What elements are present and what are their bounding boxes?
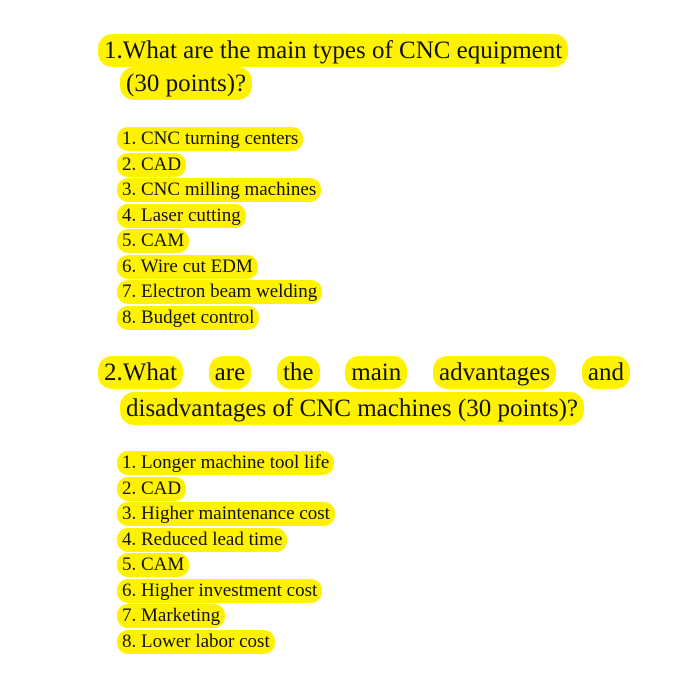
question-1-text-line-1: 1.What are the main types of CNC equipment	[98, 34, 568, 67]
option-item	[117, 126, 322, 152]
option-item	[117, 578, 335, 604]
option-item	[117, 228, 322, 254]
option-text: 3. CNC milling machines	[117, 178, 321, 202]
question-1	[98, 34, 568, 100]
question-2-word: advantages	[433, 356, 556, 389]
option-text: 1. CNC turning centers	[117, 127, 303, 151]
question-2-word: 2.What	[98, 356, 183, 389]
option-item	[117, 279, 322, 305]
option-text: 7. Marketing	[117, 604, 225, 628]
option-item	[117, 305, 322, 331]
option-item	[117, 476, 335, 502]
question-2-word: main	[345, 356, 407, 389]
option-text: 8. Lower labor cost	[117, 630, 275, 654]
option-text: 1. Longer machine tool life	[117, 451, 334, 475]
question-2-word: are	[209, 356, 252, 389]
question-2-word: and	[582, 356, 630, 389]
question-1-line-2	[98, 67, 568, 100]
option-item	[117, 501, 335, 527]
option-text: 2. CAD	[117, 153, 186, 177]
option-text: 7. Electron beam welding	[117, 280, 322, 304]
option-item	[117, 203, 322, 229]
option-item	[117, 552, 335, 578]
question-2-line-1	[98, 356, 630, 389]
option-item	[117, 254, 322, 280]
option-item	[117, 450, 335, 476]
option-text: 5. CAM	[117, 553, 189, 577]
option-text: 3. Higher maintenance cost	[117, 502, 335, 526]
option-text: 4. Laser cutting	[117, 204, 246, 228]
option-text: 5. CAM	[117, 229, 189, 253]
question-1-line-1	[98, 34, 568, 67]
option-text: 4. Reduced lead time	[117, 528, 287, 552]
question-2-options	[117, 450, 335, 654]
question-2-text-line-2: disadvantages of CNC machines (30 points)?	[120, 392, 584, 425]
option-item	[117, 603, 335, 629]
option-item	[117, 152, 322, 178]
option-item	[117, 629, 335, 655]
question-2-line-2	[98, 392, 638, 425]
option-text: 2. CAD	[117, 477, 186, 501]
option-text: 8. Budget control	[117, 306, 259, 330]
option-item	[117, 527, 335, 553]
question-1-text-line-2: (30 points)?	[120, 67, 252, 100]
question-2	[98, 356, 638, 425]
option-item	[117, 177, 322, 203]
question-2-word: the	[277, 356, 320, 389]
question-1-options	[117, 126, 322, 330]
option-text: 6. Higher investment cost	[117, 579, 322, 603]
option-text: 6. Wire cut EDM	[117, 255, 258, 279]
